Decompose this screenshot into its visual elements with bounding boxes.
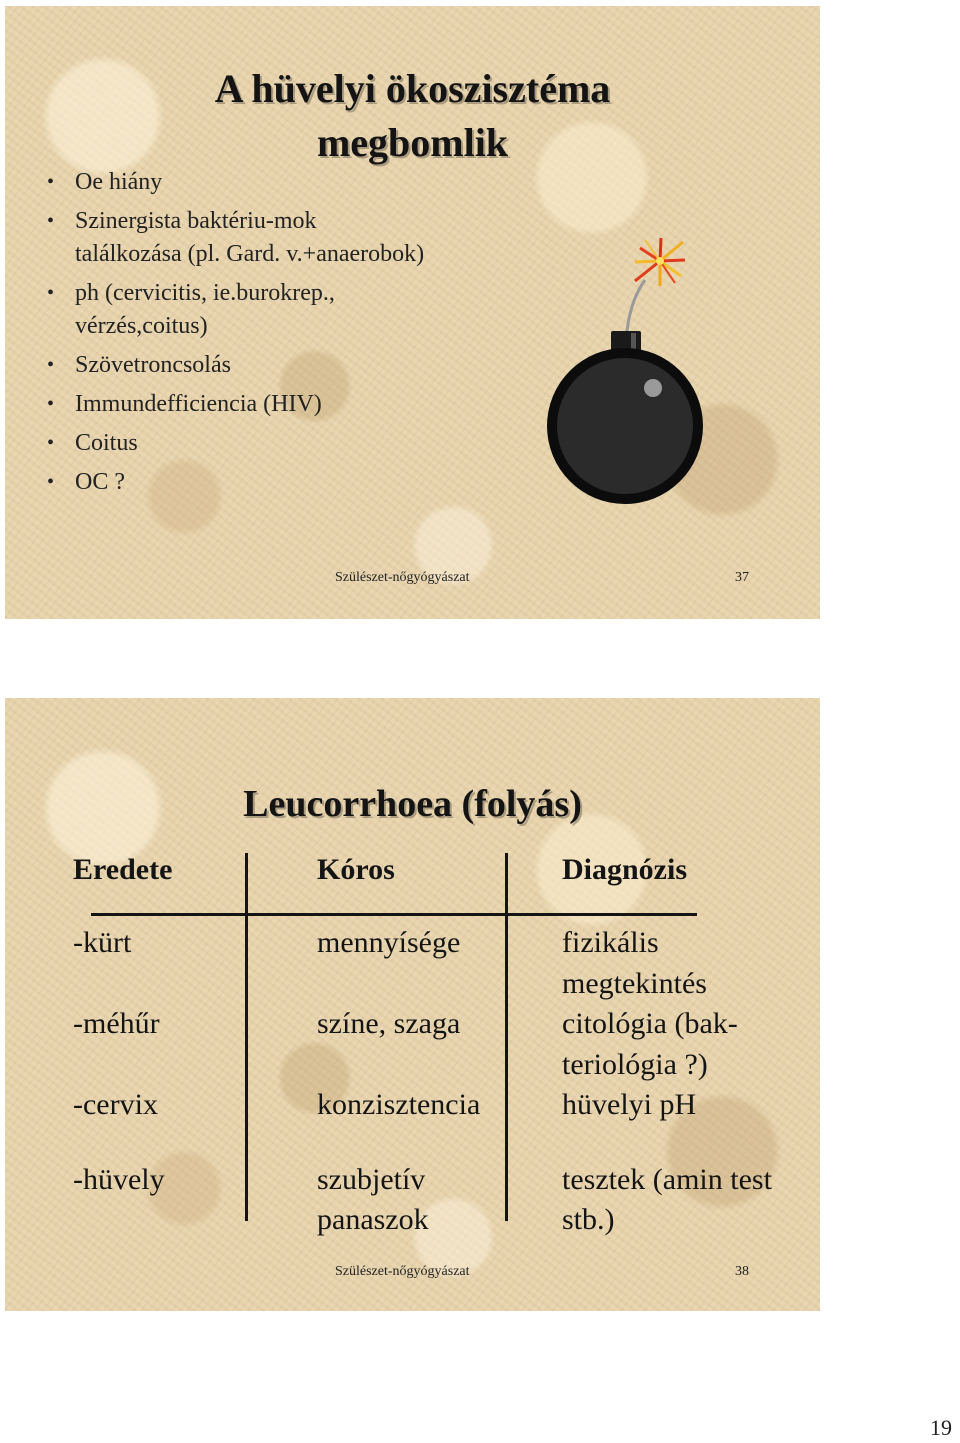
- page-number: 19: [930, 1415, 952, 1440]
- table-cell: teriológia ?): [562, 1048, 708, 1081]
- slide-number: 38: [735, 1264, 749, 1279]
- bullet-item: • OC ?: [45, 466, 425, 499]
- bullet-item: • Szövetroncsolás: [45, 349, 425, 382]
- slide-38: [5, 698, 820, 1311]
- table-cell: -kürt: [73, 926, 132, 959]
- bullet-item: • Oe hiány: [45, 166, 425, 199]
- title-line-1: A hüvelyi ökoszisztéma: [214, 66, 611, 111]
- table-cell: -méhűr: [73, 1007, 160, 1040]
- bullet-item: • Immundefficiencia (HIV): [45, 388, 425, 421]
- bullet-item: • ph (cervicitis, ie.burokrep., vérzés,coitus): [45, 277, 425, 343]
- slide-number: 37: [735, 570, 749, 585]
- column-header-diagnozis: Diagnózis: [562, 853, 688, 886]
- table-cell: -hüvely: [73, 1163, 165, 1196]
- table-cell: megtekintés: [562, 967, 707, 1000]
- column-header-koros: Kóros: [317, 853, 395, 886]
- header-divider: [91, 913, 697, 916]
- table-cell: szubjetív: [317, 1163, 426, 1196]
- table-cell: hüvelyi pH: [562, 1088, 697, 1121]
- slide-title: [5, 62, 820, 170]
- column-header-eredete: Eredete: [73, 853, 173, 886]
- column-divider: [245, 853, 248, 1221]
- table-cell: panaszok: [317, 1203, 429, 1236]
- table-cell: stb.): [562, 1203, 615, 1236]
- title-line-2: megbomlik: [316, 120, 509, 165]
- table-cell: citológia (bak-: [562, 1007, 738, 1040]
- table-cell: tesztek (amin test: [562, 1163, 772, 1196]
- table-cell: konzisztencia: [317, 1088, 481, 1121]
- table-cell: -cervix: [73, 1088, 158, 1121]
- table-cell: mennyísége: [317, 926, 461, 959]
- footer-title: Szülészet-nőgyógyászat: [335, 1264, 470, 1279]
- table-cell: fizikális: [562, 926, 659, 959]
- footer-title: Szülészet-nőgyógyászat: [335, 570, 470, 585]
- bullet-list: [45, 166, 425, 505]
- bullet-item: • Coitus: [45, 427, 425, 460]
- slide-title: Leucorrhoea (folyás): [243, 783, 582, 825]
- column-divider: [505, 853, 508, 1221]
- table-cell: színe, szaga: [317, 1007, 461, 1040]
- fuse-spark-icon: [635, 238, 685, 286]
- bullet-item: • Szinergista baktériu-mok találkozása (pl. Gard. v.+anaerobok): [45, 205, 425, 271]
- slide-37: [5, 6, 820, 619]
- bomb-icon: [535, 236, 715, 506]
